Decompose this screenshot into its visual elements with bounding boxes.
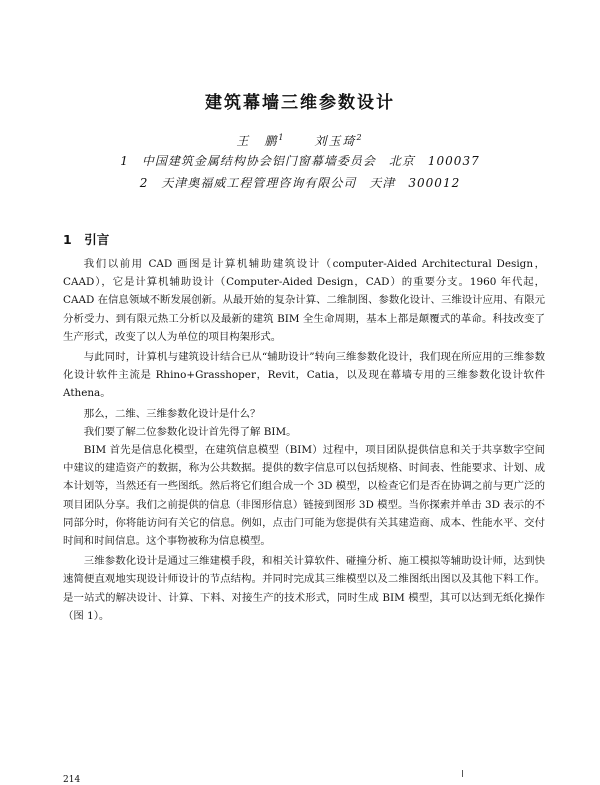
section-heading: 1 引言 xyxy=(63,232,110,247)
paragraph-4: 我们要了解二位参数化设计首先得了解 BIM。 xyxy=(83,425,297,438)
paragraph-2: 与此同时，计算机与建筑设计结合已从“辅助设计”转向三维参数化设计，我们现在所应用的三维参数化设计软件主流是 Rhino+Grasshoper，Revit，Catia，以及现在幕墙专用的三维参数化设计软件 Athena。 xyxy=(63,351,545,400)
author-2-name: 刘玉琦 xyxy=(314,134,357,148)
author-1-name: 王 鹏 xyxy=(236,134,279,148)
affiliation-1: 1 中国建筑金属结构协会铝门窗幕墙委员会 北京 100037 xyxy=(120,154,480,168)
body-text xyxy=(63,255,545,625)
scan-mark xyxy=(462,770,463,777)
author-1-affil-mark: 1 xyxy=(278,133,286,142)
author-line xyxy=(0,132,600,149)
author-2-affil-mark: 2 xyxy=(356,133,364,142)
paper-title: 建筑幕墙三维参数设计 xyxy=(205,93,395,113)
paragraph-5: BIM 首先是信息化模型，在建筑信息模型（BIM）过程中，项目团队提供信息和关于共享数字空间中建议的建造资产的数据，称为公共数据。提供的数字信息可以包括规格、时间表、性能要求、计划、成本计划等，当然还有一些图纸。然后将它们组合成一个 3D 模型，以检查它们是否在协调之前与更广泛的项目团队分享。我们之前提供的信息（非图形信息）链接到图形 3D 模型。当你探索并单击 3D 表示的不同部分时，你将能访问有关它的信息。例如，点击门可能为您提供有关其建造商、成本、性能水平、交付时间和时间信息。这个事物被称为信息模型。 xyxy=(63,444,545,548)
page-number: 214 xyxy=(63,775,81,785)
paragraph-1: 我们以前用 CAD 画图是计算机辅助建筑设计（computer-Aided Architectural Design，CAAD），它是计算机辅助设计（Computer-Aided Design，CAD）的重要分支。1960 年代起，CAAD 在信息领域不断发展创新。从最开始的复杂计算、二维制图、参数化设计、三维设计应用、有限元分析受力、到有限元热工分析以及最新的建筑 BIM 全生命周期，基本上都是颠覆式的革命。科技改变了生产形式，改变了以人为单位的项目构架形式。 xyxy=(63,258,545,343)
affiliation-2: 2 天津奥福威工程管理咨询有限公司 天津 300012 xyxy=(139,176,461,190)
paragraph-3: 那么，二维、三维参数化设计是什么？ xyxy=(83,407,261,420)
paragraph-6: 三维参数化设计是通过三维建模手段，和相关计算软件、碰撞分析、施工模拟等辅助设计师，达到快速简便直观地实现设计师设计的节点结构。并同时完成其三维模型以及二维图纸出图以及其他下料工作。是一站式的解决设计、计算、下料、对接生产的技术形式，同时生成 BIM 模型，其可以达到无纸化操作（图 1）。 xyxy=(63,555,545,622)
